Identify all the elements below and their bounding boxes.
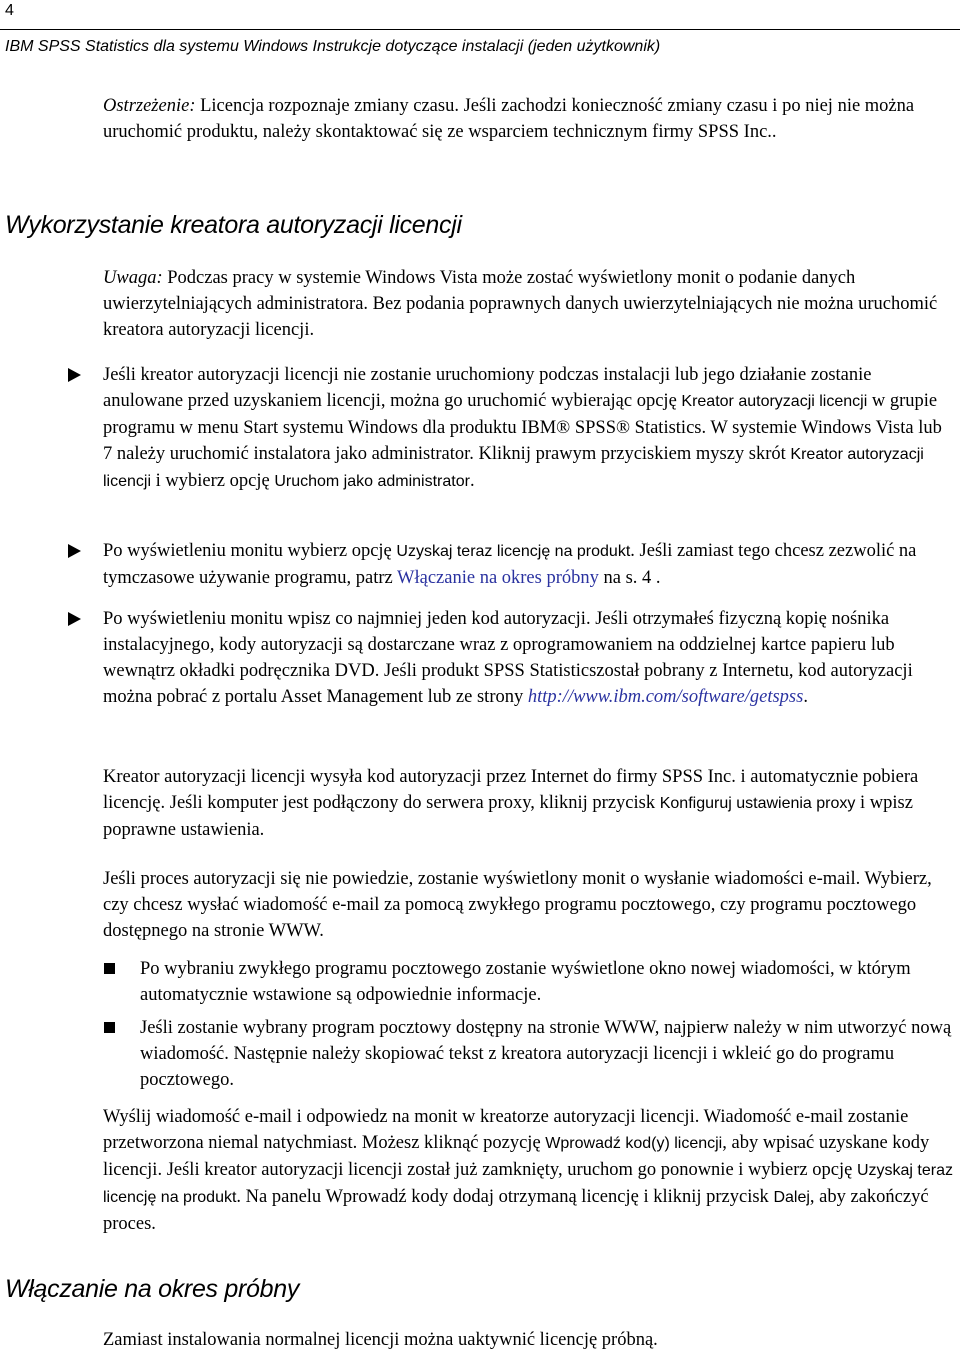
step-2-text: na s. 4 . — [603, 568, 661, 588]
ui-term: Konfiguruj ustawienia proxy — [659, 795, 856, 812]
send-text: . Na panelu Wprowadź kody dodaj otrzymaną licencję i kliknij przycisk — [236, 1187, 769, 1207]
email-paragraph: Jeśli proces autoryzacji się nie powiedzie, zostanie wyświetlony monit o wysłanie wiadomości e-mail. Wybierz, czy chcesz wysłać wiadomość e-mail za pomocą zwykłego programu pocztowego, czy programu pocztowego dostępnego na stronie WWW. — [103, 869, 932, 941]
ui-term: Kreator autoryzacji licencji — [681, 393, 868, 410]
step-3 — [103, 606, 955, 710]
step-3-text: Po wyświetleniu monitu wpisz co najmniej jeden kod autoryzacji. Jeśli otrzymałeś fizyczną kopię nośnika instalacyjnego, kody autoryzacji są dostarczane wraz z oprogramowaniem na oddzielnej kartce papieru lub wewnątrz okładki podręcznika DVD. Jeśli produkt SPSS Statisticszostał pobrany z Internetu, kod autoryzacji można pobrać z portalu Asset Management lub ze strony — [103, 609, 913, 707]
square-bullet-icon — [104, 1022, 115, 1033]
step-3-text: . — [803, 687, 808, 707]
ui-term: Uruchom jako administrator — [274, 473, 470, 490]
proxy-paragraph — [103, 764, 955, 843]
warning-label: Ostrzeżenie: — [103, 96, 196, 116]
step-2-text: Po wyświetleniu monitu wybierz opcję — [103, 541, 392, 561]
step-1-text: i wybierz opcję — [155, 471, 270, 491]
proxy-text: i wpisz poprawne ustawienia. — [103, 793, 913, 840]
send-paragraph — [103, 1104, 955, 1237]
step-arrow-icon — [68, 612, 81, 626]
step-1-text: . — [469, 471, 475, 491]
ui-term: Kreator autoryzacji licencji — [103, 446, 924, 490]
step-arrow-icon — [68, 544, 81, 558]
proxy-text: Kreator autoryzacji licencji wysyła kod autoryzacji przez Internet do firmy SPSS Inc. i automatycznie pobiera licencję. Jeśli komputer jest podłączony do serwera proxy, kliknij przycisk — [103, 767, 919, 813]
note-label: Uwaga: — [103, 268, 163, 288]
ui-term: Wprowadź kod(y) licencji — [545, 1135, 723, 1152]
section-heading-trial: Włączanie na okres próbny — [5, 1275, 300, 1303]
step-2 — [103, 538, 955, 591]
trial-paragraph: Zamiast instalowania normalnej licencji można uaktywnić licencję próbną. — [103, 1330, 658, 1350]
section-heading-wizard: Wykorzystanie kreatora autoryzacji licencji — [5, 211, 462, 239]
ui-term: Dalej — [773, 1189, 810, 1206]
warning-text: Licencja rozpoznaje zmiany czasu. Jeśli zachodzi konieczność zmiany czasu i po niej nie można uruchomić produktu, należy skontaktować się ze wsparciem technicznym firmy SPSS Inc.. — [103, 96, 915, 142]
warning-paragraph — [103, 93, 955, 145]
getspss-link[interactable]: http://www.ibm.com/software/getspss — [527, 687, 804, 707]
running-title: IBM SPSS Statistics dla systemu Windows Instrukcje dotyczące instalacji (jeden użytkownik) — [5, 38, 661, 55]
send-text: , aby wpisać uzyskane kody licencji. Jeśli kreator autoryzacji licencji został już zamknięty, uruchom go ponownie i wybierz opcję — [103, 1133, 930, 1180]
list-item: Jeśli zostanie wybrany program pocztowy dostępny na stronie WWW, najpierw należy w nim utworzyć nową wiadomość. Następnie należy skopiować tekst z kreatora autoryzacji licencji i wkleić go do programu pocztowego. — [140, 1018, 952, 1090]
step-1 — [103, 362, 955, 495]
step-1-text: w grupie programu w menu Start systemu Windows dla produktu IBM® SPSS® Statistics. W systemie Windows Vista lub 7 należy uruchomić instalatora jako administrator. Kliknij prawym przyciskiem myszy skrót — [103, 391, 942, 464]
header-rule — [0, 29, 960, 30]
page-number: 4 — [5, 2, 14, 19]
step-arrow-icon — [68, 368, 81, 382]
send-text: Wyślij wiadomość e-mail i odpowiedz na monit w kreatorze autoryzacji licencji. Wiadomość e-mail zostanie przetworzona niemal natychmiast. Możesz kliknąć pozycję — [103, 1107, 909, 1153]
note-text: Podczas pracy w systemie Windows Vista może zostać wyświetlony monit o podanie danych uwierzytelniających administratora. Bez podania poprawnych danych uwierzytelniających nie można uruchomić kreatora autoryzacji licencji. — [103, 268, 938, 340]
ui-term: Uzyskaj teraz licencję na produkt — [103, 1162, 953, 1206]
list-item: Po wybraniu zwykłego programu pocztowego zostanie wyświetlone okno nowej wiadomości, w którym automatycznie wstawione są odpowiednie informacje. — [140, 959, 911, 1005]
step-1-text: Jeśli kreator autoryzacji licencji nie zostanie uruchomiony podczas instalacji lub jego działanie zostanie anulowane przed uzyskaniem licencji, można go uruchomić wybierając opcję — [103, 365, 872, 411]
send-text: , aby zakończyć proces. — [103, 1187, 929, 1234]
ui-term: Uzyskaj teraz licencję na produkt — [396, 543, 631, 560]
trial-link[interactable]: Włączanie na okres próbny — [397, 568, 599, 588]
note-paragraph — [103, 265, 955, 343]
square-bullet-icon — [104, 963, 115, 974]
step-2-text: . Jeśli zamiast tego chcesz zezwolić na tymczasowe używanie programu, patrz — [103, 541, 917, 588]
